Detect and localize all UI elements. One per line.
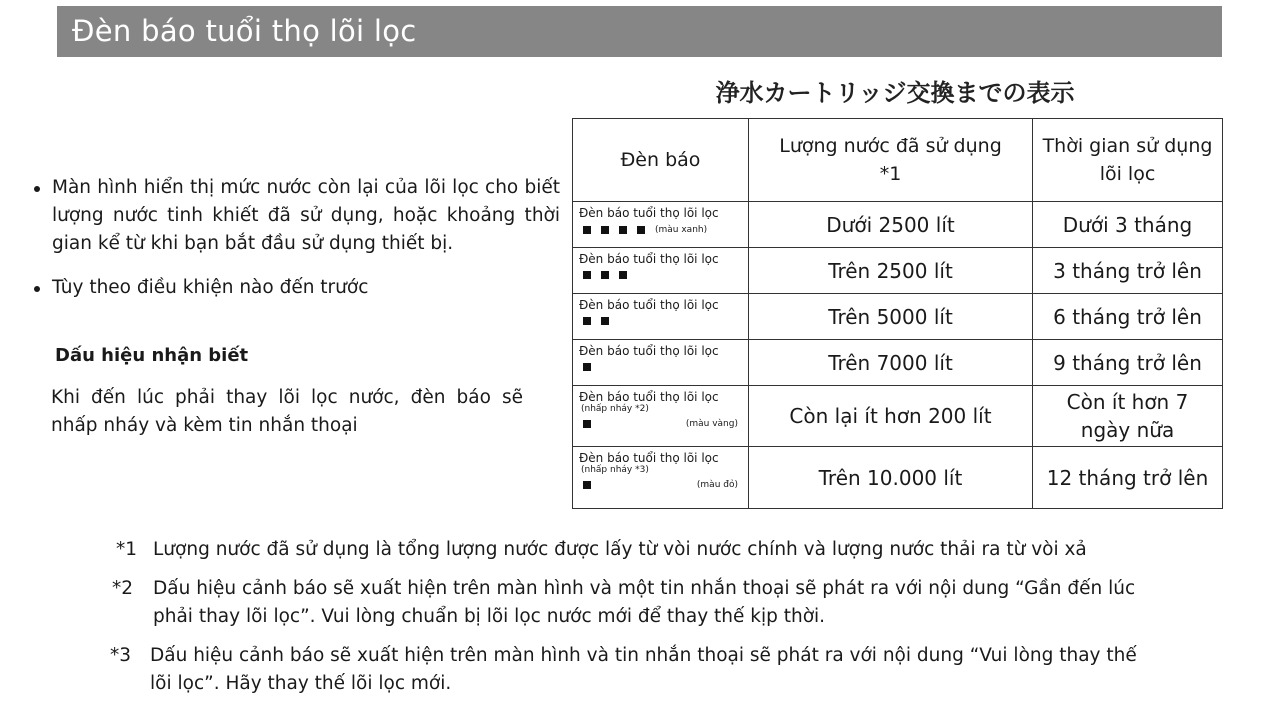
indicator-color: (màu xanh) — [655, 225, 708, 235]
indicator-block-icon — [583, 363, 591, 371]
table-row — [573, 447, 1223, 509]
table-row — [573, 202, 1223, 248]
indicator-color: (màu đỏ) — [696, 480, 738, 490]
usage-time-cell: Còn ít hơn 7 ngày nữa — [1033, 386, 1223, 447]
indicator-blocks — [579, 225, 742, 235]
indicator-block-icon — [619, 271, 627, 279]
indicator-block-icon — [583, 481, 591, 489]
water-used-cell: Trên 2500 lít — [749, 248, 1033, 294]
sign-text: Khi đến lúc phải thay lõi lọc nước, đèn báo sẽ nhấp nháy và kèm tin nhắn thoại — [51, 387, 523, 436]
indicator-blocks — [579, 271, 742, 279]
indicator-cell — [573, 294, 749, 340]
indicator-block-icon — [583, 271, 591, 279]
water-used-cell: Dưới 2500 lít — [749, 202, 1033, 248]
sign-heading: Dấu hiệu nhận biết — [55, 345, 249, 366]
indicator-cell — [573, 447, 749, 509]
usage-time-cell: 3 tháng trở lên — [1033, 248, 1223, 294]
indicator-blocks — [579, 363, 742, 371]
footnote-mark: *1 — [116, 539, 138, 560]
filter-life-table — [572, 118, 1223, 509]
indicator-block-icon — [601, 226, 609, 234]
table-row — [573, 340, 1223, 386]
indicator-cell — [573, 340, 749, 386]
table-row — [573, 248, 1223, 294]
water-used-cell: Trên 5000 lít — [749, 294, 1033, 340]
usage-time-cell: 9 tháng trở lên — [1033, 340, 1223, 386]
indicator-label: Đèn báo tuổi thọ lõi lọc — [579, 390, 719, 404]
water-used-cell: Trên 10.000 lít — [749, 447, 1033, 509]
footnote-text: Lượng nước đã sử dụng là tổng lượng nước được lấy từ vòi nước chính và lượng nước thải ra từ vòi xả — [153, 539, 1087, 560]
indicator-label: Đèn báo tuổi thọ lõi lọc — [579, 298, 719, 312]
footnote-mark: *2 — [112, 578, 134, 599]
bullet-text: Tùy theo điều khiện nào đến trước — [52, 277, 369, 298]
bullet-text: Màn hình hiển thị mức nước còn lại của lõi lọc cho biết lượng nước tinh khiết đã sử dụng, hoặc khoảng thời gian kể từ khi bạn bắt đầu sử dụng thiết bị. — [52, 177, 560, 254]
indicator-blocks — [579, 481, 742, 489]
indicator-blink-note: (nhấp nháy *2) — [581, 404, 649, 414]
footnote-text: Dấu hiệu cảnh báo sẽ xuất hiện trên màn hình và một tin nhắn thoại sẽ phát ra với nội dung “Gần đến lúc phải thay lõi lọc”. Vui lòng chuẩn bị lõi lọc nước mới để thay thế kịp thời. — [153, 578, 1136, 627]
indicator-color: (màu vàng) — [685, 419, 738, 429]
table-row — [573, 386, 1223, 447]
indicator-blocks — [579, 420, 742, 428]
water-used-cell: Còn lại ít hơn 200 lít — [749, 386, 1033, 447]
indicator-block-icon — [583, 226, 591, 234]
indicator-blocks — [579, 317, 742, 325]
indicator-block-icon — [583, 420, 591, 428]
header-indicator: Đèn báo — [573, 119, 749, 202]
indicator-cell — [573, 248, 749, 294]
indicator-label: Đèn báo tuổi thọ lõi lọc — [579, 206, 719, 220]
table-header-row — [573, 119, 1223, 202]
header-usage-time: Thời gian sử dụng lõi lọc — [1033, 119, 1223, 202]
header-water-used: Lượng nước đã sử dụng *1 — [749, 119, 1033, 202]
indicator-block-icon — [583, 317, 591, 325]
table-row — [573, 294, 1223, 340]
indicator-block-icon — [619, 226, 627, 234]
bullet-item — [30, 274, 560, 302]
usage-time-cell: 6 tháng trở lên — [1033, 294, 1223, 340]
indicator-block-icon — [601, 271, 609, 279]
bullet-item — [30, 174, 560, 258]
footnote-mark: *3 — [110, 645, 132, 666]
indicator-blink-note: (nhấp nháy *3) — [581, 465, 649, 475]
japanese-title: 浄水カートリッジ交換までの表示 — [715, 79, 1075, 107]
indicator-block-icon — [601, 317, 609, 325]
indicator-cell — [573, 202, 749, 248]
page-title: Đèn báo tuổi thọ lõi lọc — [57, 6, 1222, 57]
water-used-cell: Trên 7000 lít — [749, 340, 1033, 386]
indicator-cell — [573, 386, 749, 447]
usage-time-cell: Dưới 3 tháng — [1033, 202, 1223, 248]
footnote-text: Dấu hiệu cảnh báo sẽ xuất hiện trên màn hình và tin nhắn thoại sẽ phát ra với nội dung “Vui lòng thay thế lõi lọc”. Hãy thay thế lõi lọc mới. — [150, 645, 1137, 694]
usage-time-cell: 12 tháng trở lên — [1033, 447, 1223, 509]
bullet-dot-icon — [34, 286, 40, 292]
indicator-label: Đèn báo tuổi thọ lõi lọc — [579, 344, 719, 358]
indicator-block-icon — [637, 226, 645, 234]
indicator-label: Đèn báo tuổi thọ lõi lọc — [579, 252, 719, 266]
bullet-dot-icon — [34, 186, 40, 192]
indicator-label: Đèn báo tuổi thọ lõi lọc — [579, 451, 719, 465]
